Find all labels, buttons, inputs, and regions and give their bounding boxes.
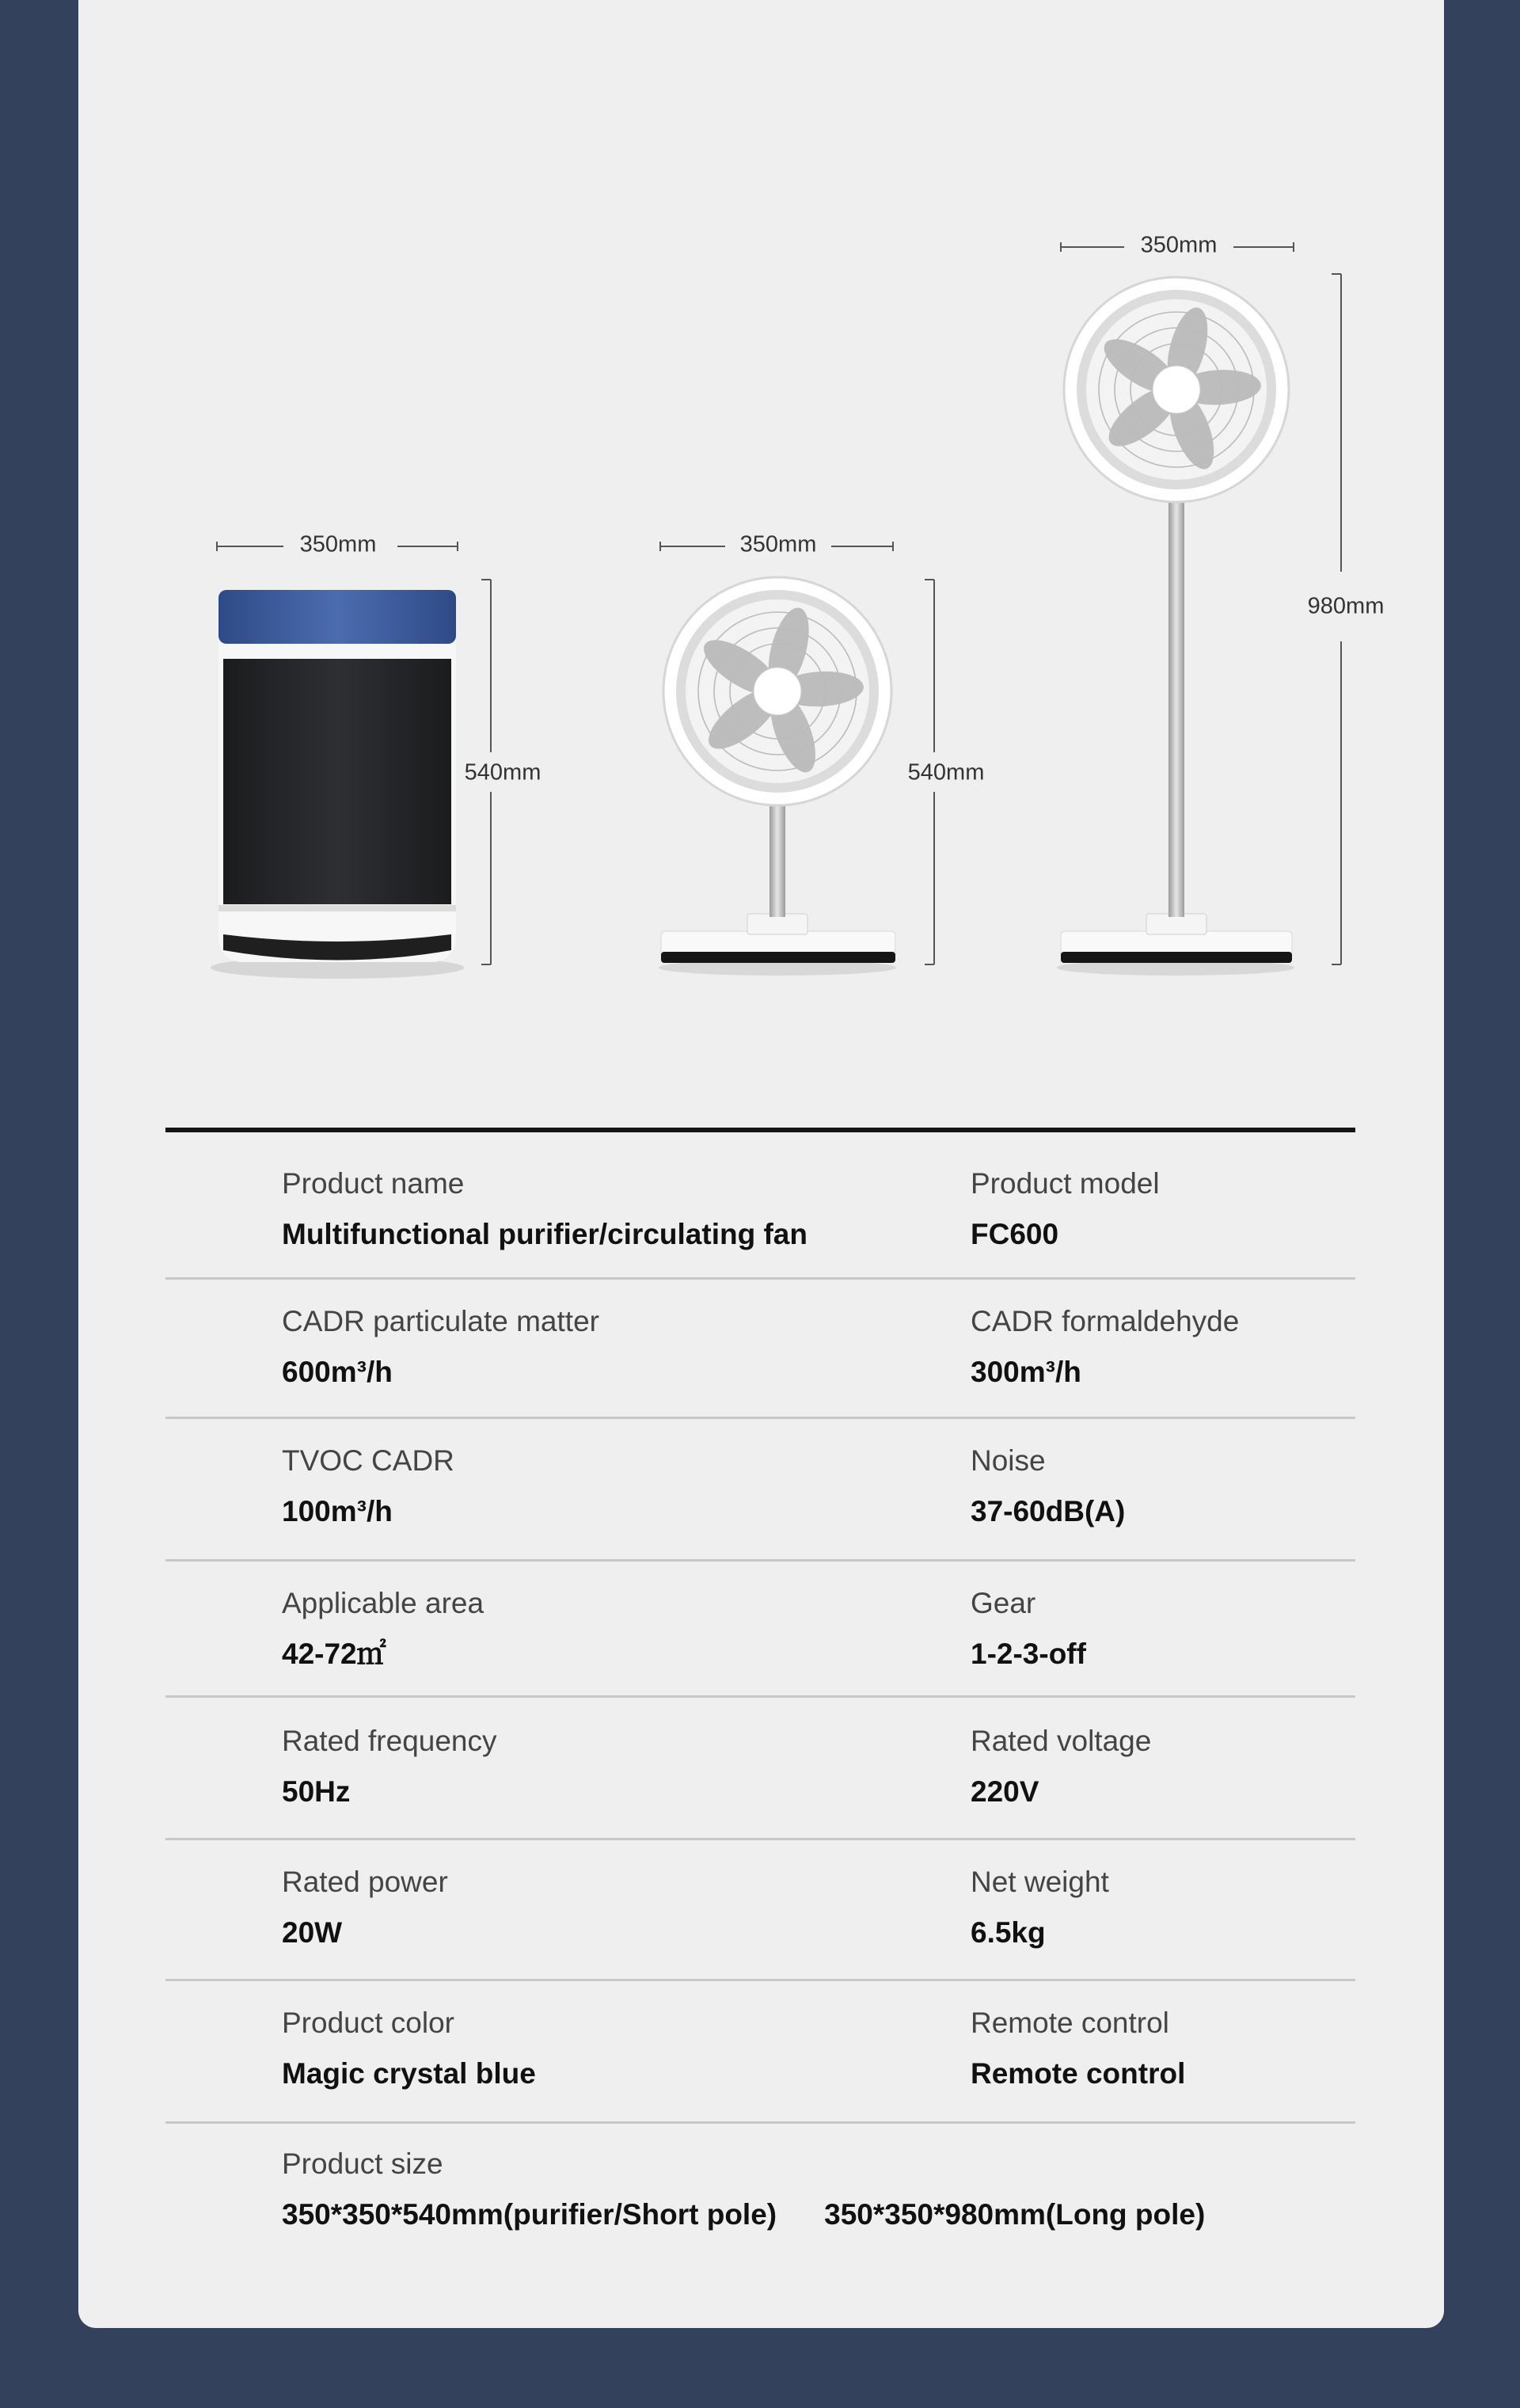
spec-label: Product name xyxy=(282,1167,465,1200)
spec-row-tvoc-noise xyxy=(165,1419,1355,1562)
spec-label: CADR formaldehyde xyxy=(971,1305,1240,1337)
spec-row-power-weight xyxy=(165,1840,1355,1981)
tall-fan-image xyxy=(1057,277,1294,976)
spec-value: 50Hz xyxy=(282,1775,351,1808)
spec-row-product-name xyxy=(165,1132,1355,1280)
spec-label: Rated voltage xyxy=(971,1725,1152,1757)
spec-value: 600m³/h xyxy=(282,1356,393,1388)
spec-label: TVOC CADR xyxy=(282,1444,454,1477)
spec-label: Net weight xyxy=(971,1866,1109,1898)
short-fan-height-label: 540mm xyxy=(907,759,985,786)
spec-label: Product size xyxy=(282,2147,443,2180)
spec-label: Applicable area xyxy=(282,1587,484,1619)
tall-fan-height-label: 980mm xyxy=(1307,593,1385,619)
spec-value: Magic crystal blue xyxy=(282,2057,536,2090)
size-short-pole: 350*350*540mm(purifier/Short pole) xyxy=(282,2198,777,2231)
spec-label: Remote control xyxy=(971,2007,1169,2039)
size-long-pole: 350*350*980mm(Long pole) xyxy=(824,2198,1206,2231)
spec-label: Product color xyxy=(282,2007,454,2039)
purifier-image xyxy=(211,590,464,979)
spec-row-area-gear xyxy=(165,1562,1355,1698)
spec-row-frequency-voltage xyxy=(165,1698,1355,1840)
spec-label: Rated frequency xyxy=(282,1725,497,1757)
spec-value: 6.5kg xyxy=(971,1916,1046,1949)
spec-value: 100m³/h xyxy=(282,1495,393,1527)
short-fan-width-label: 350mm xyxy=(739,531,817,557)
product-illustrations xyxy=(0,0,1520,1029)
spec-value: Remote control xyxy=(971,2057,1186,2090)
spec-value: 300m³/h xyxy=(971,1356,1081,1388)
spec-value: Multifunctional purifier/circulating fan xyxy=(282,1218,808,1250)
purifier-width-label: 350mm xyxy=(299,531,377,557)
spec-row-product-size xyxy=(165,2124,1355,2235)
size-values xyxy=(282,2197,1205,2233)
tall-fan-width-label: 350mm xyxy=(1140,232,1218,258)
spec-value: FC600 xyxy=(971,1218,1059,1250)
spec-value: 42-72㎡ xyxy=(282,1638,386,1670)
spec-row-color-remote xyxy=(165,1981,1355,2124)
spec-label: Rated power xyxy=(282,1866,448,1898)
spec-label: CADR particulate matter xyxy=(282,1305,599,1337)
spec-value: 220V xyxy=(971,1775,1039,1808)
spec-label: Gear xyxy=(971,1587,1036,1619)
spec-label: Noise xyxy=(971,1444,1046,1477)
spec-value: 1-2-3-off xyxy=(971,1638,1086,1670)
short-fan-image xyxy=(659,577,896,976)
spec-row-cadr xyxy=(165,1280,1355,1419)
purifier-height-label: 540mm xyxy=(464,759,542,786)
spec-value: 20W xyxy=(282,1916,343,1949)
spec-value: 37-60dB(A) xyxy=(971,1495,1126,1527)
spec-label: Product model xyxy=(971,1167,1160,1200)
